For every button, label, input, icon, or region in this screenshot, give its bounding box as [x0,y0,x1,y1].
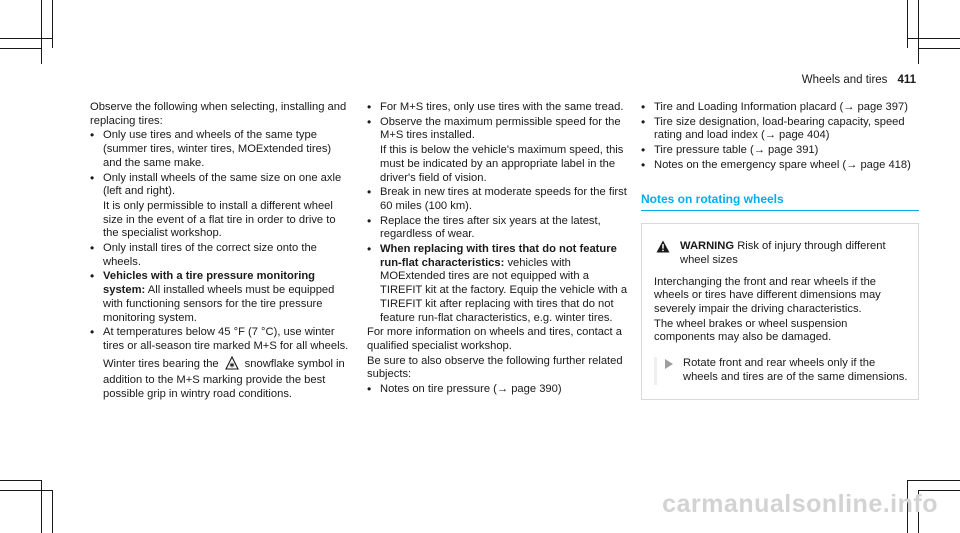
related-subject-item: • Tire and Loading Information placard (→ page 397) [641,101,919,115]
list-item: • Observe the maximum permissible speed for the M+S tires installed. If this is below the vehicle's maximum speed, this must be indicated by an appropriate label in the driver's field of vision. [367,116,629,186]
crop-mark [41,480,42,533]
page-number: 411 [897,74,916,86]
more-info-text: For more information on wheels and tires, contact a qualified specialist workshop. [367,326,622,352]
crop-mark [0,38,52,39]
page-reference-link[interactable]: → page 390 [496,383,558,396]
list-item: • Break in new tires at moderate speeds for the first 60 miles (100 km). [367,186,629,213]
watermark: carmanualsonline.info [662,490,938,518]
list-item: • Only use tires and wheels of the same type (summer tires, winter tires, MOExtended tires) and the same make. [90,129,352,170]
tire-rules-list [90,129,352,401]
list-item: • Only install wheels of the same size on one axle (left and right). It is only permissible to install a different wheel size in the event of a flat tire in order to drive to the specialist workshop. [90,172,352,242]
play-arrow-icon [665,359,673,369]
crop-mark [908,38,960,39]
warning-body: Interchanging the front and rear wheels if the wheels or tires have different dimensions may severely impair the driving characteristics. [654,275,881,316]
list-item: • Vehicles with a tire pressure monitoring system: All installed wheels must be equipped with functioning sensors for the tire pressure monitoring system. [90,270,352,325]
crop-mark [41,0,42,64]
related-subject-item: • Notes on tire pressure (→ page 390) [367,383,629,397]
warning-box [641,223,919,399]
section-title: Notes on rotating wheels [641,191,784,206]
crop-mark [918,48,960,49]
warning-triangle-icon [656,240,670,253]
crop-mark [0,490,52,491]
list-item: • At temperatures below 45 °F (7 °C), use winter tires or all-season tire marked M+S for all wheels. Winter tires bearing the snowflake symbol in addition to the M+S marking provide the best possible grip in wintry road conditions. [90,326,352,402]
list-item-note: If this is below the vehicle's maximum speed, this must be indicated by an appropriate label in the driver's field of vision. [380,144,624,184]
rotating-wheels-section [641,193,919,400]
warning-action [654,357,908,384]
related-subject-item: • Notes on the emergency spare wheel (→ page 418) [641,159,919,173]
page-reference-link[interactable]: → page 418 [846,158,908,171]
page-reference-link[interactable]: → page 404 [764,129,826,142]
crop-mark [52,490,53,533]
snowflake-mountain-icon [225,355,239,375]
tire-rules-list-continued [367,101,629,325]
list-item: • When replacing with tires that do not feature run-flat characteristics: vehicles with MOExtended tires are not equipped with a TIREFIT kit at the factory. Equip the vehicle with a TIREFIT kit after replacing with tires that do not feature run-flat characteristics, e.g. winter tires. [367,243,629,325]
page-reference-link[interactable]: → page 397 [843,101,905,113]
list-item-note: It is only permissible to install a different wheel size in the event of a flat tire in order to drive to the specialist workshop. [103,199,336,240]
list-item: • For M+S tires, only use tires with the same tread. [367,101,629,115]
warning-label: WARNING [680,240,735,253]
related-subjects-list-continued [641,101,919,173]
column-3 [641,101,919,400]
column-1 [90,101,352,403]
related-subject-item: • Tire pressure table (→ page 391) [641,144,919,158]
running-header [802,74,916,86]
related-subjects-list [367,383,629,397]
crop-mark [918,0,919,64]
warning-header [654,240,908,267]
also-observe-text: Be sure to also observe the following further related subjects: [367,354,623,381]
intro-text: Observe the following when selecting, installing and replacing tires: [90,101,347,127]
list-item: • Replace the tires after six years at the latest, regardless of wear. [367,215,629,242]
related-subject-item: • Tire size designation, load-bearing capacity, speed rating and load index (→ page 404) [641,116,919,143]
section-divider [641,210,919,211]
list-item: • Only install tires of the correct size onto the wheels. [90,242,352,269]
list-item-note: Winter tires bearing the snowflake symbol in addition to the M+S marking provide the best possible grip in wintry road conditions. [103,355,352,402]
column-2 [367,101,629,398]
warning-action-text: Rotate front and rear wheels only if the wheels and tires are of the same dimensions. [683,357,908,383]
crop-mark [0,48,42,49]
crop-mark [52,0,53,48]
warning-title: WARNING Risk of injury through different wheel sizes [680,240,886,266]
page-reference-link[interactable]: → page 391 [753,144,815,157]
crop-mark [908,480,960,481]
crop-mark [907,0,908,48]
warning-body: The wheel brakes or wheel suspension components may also be damaged. [654,317,848,344]
crop-mark [0,480,42,481]
section-name: Wheels and tires [801,74,888,86]
